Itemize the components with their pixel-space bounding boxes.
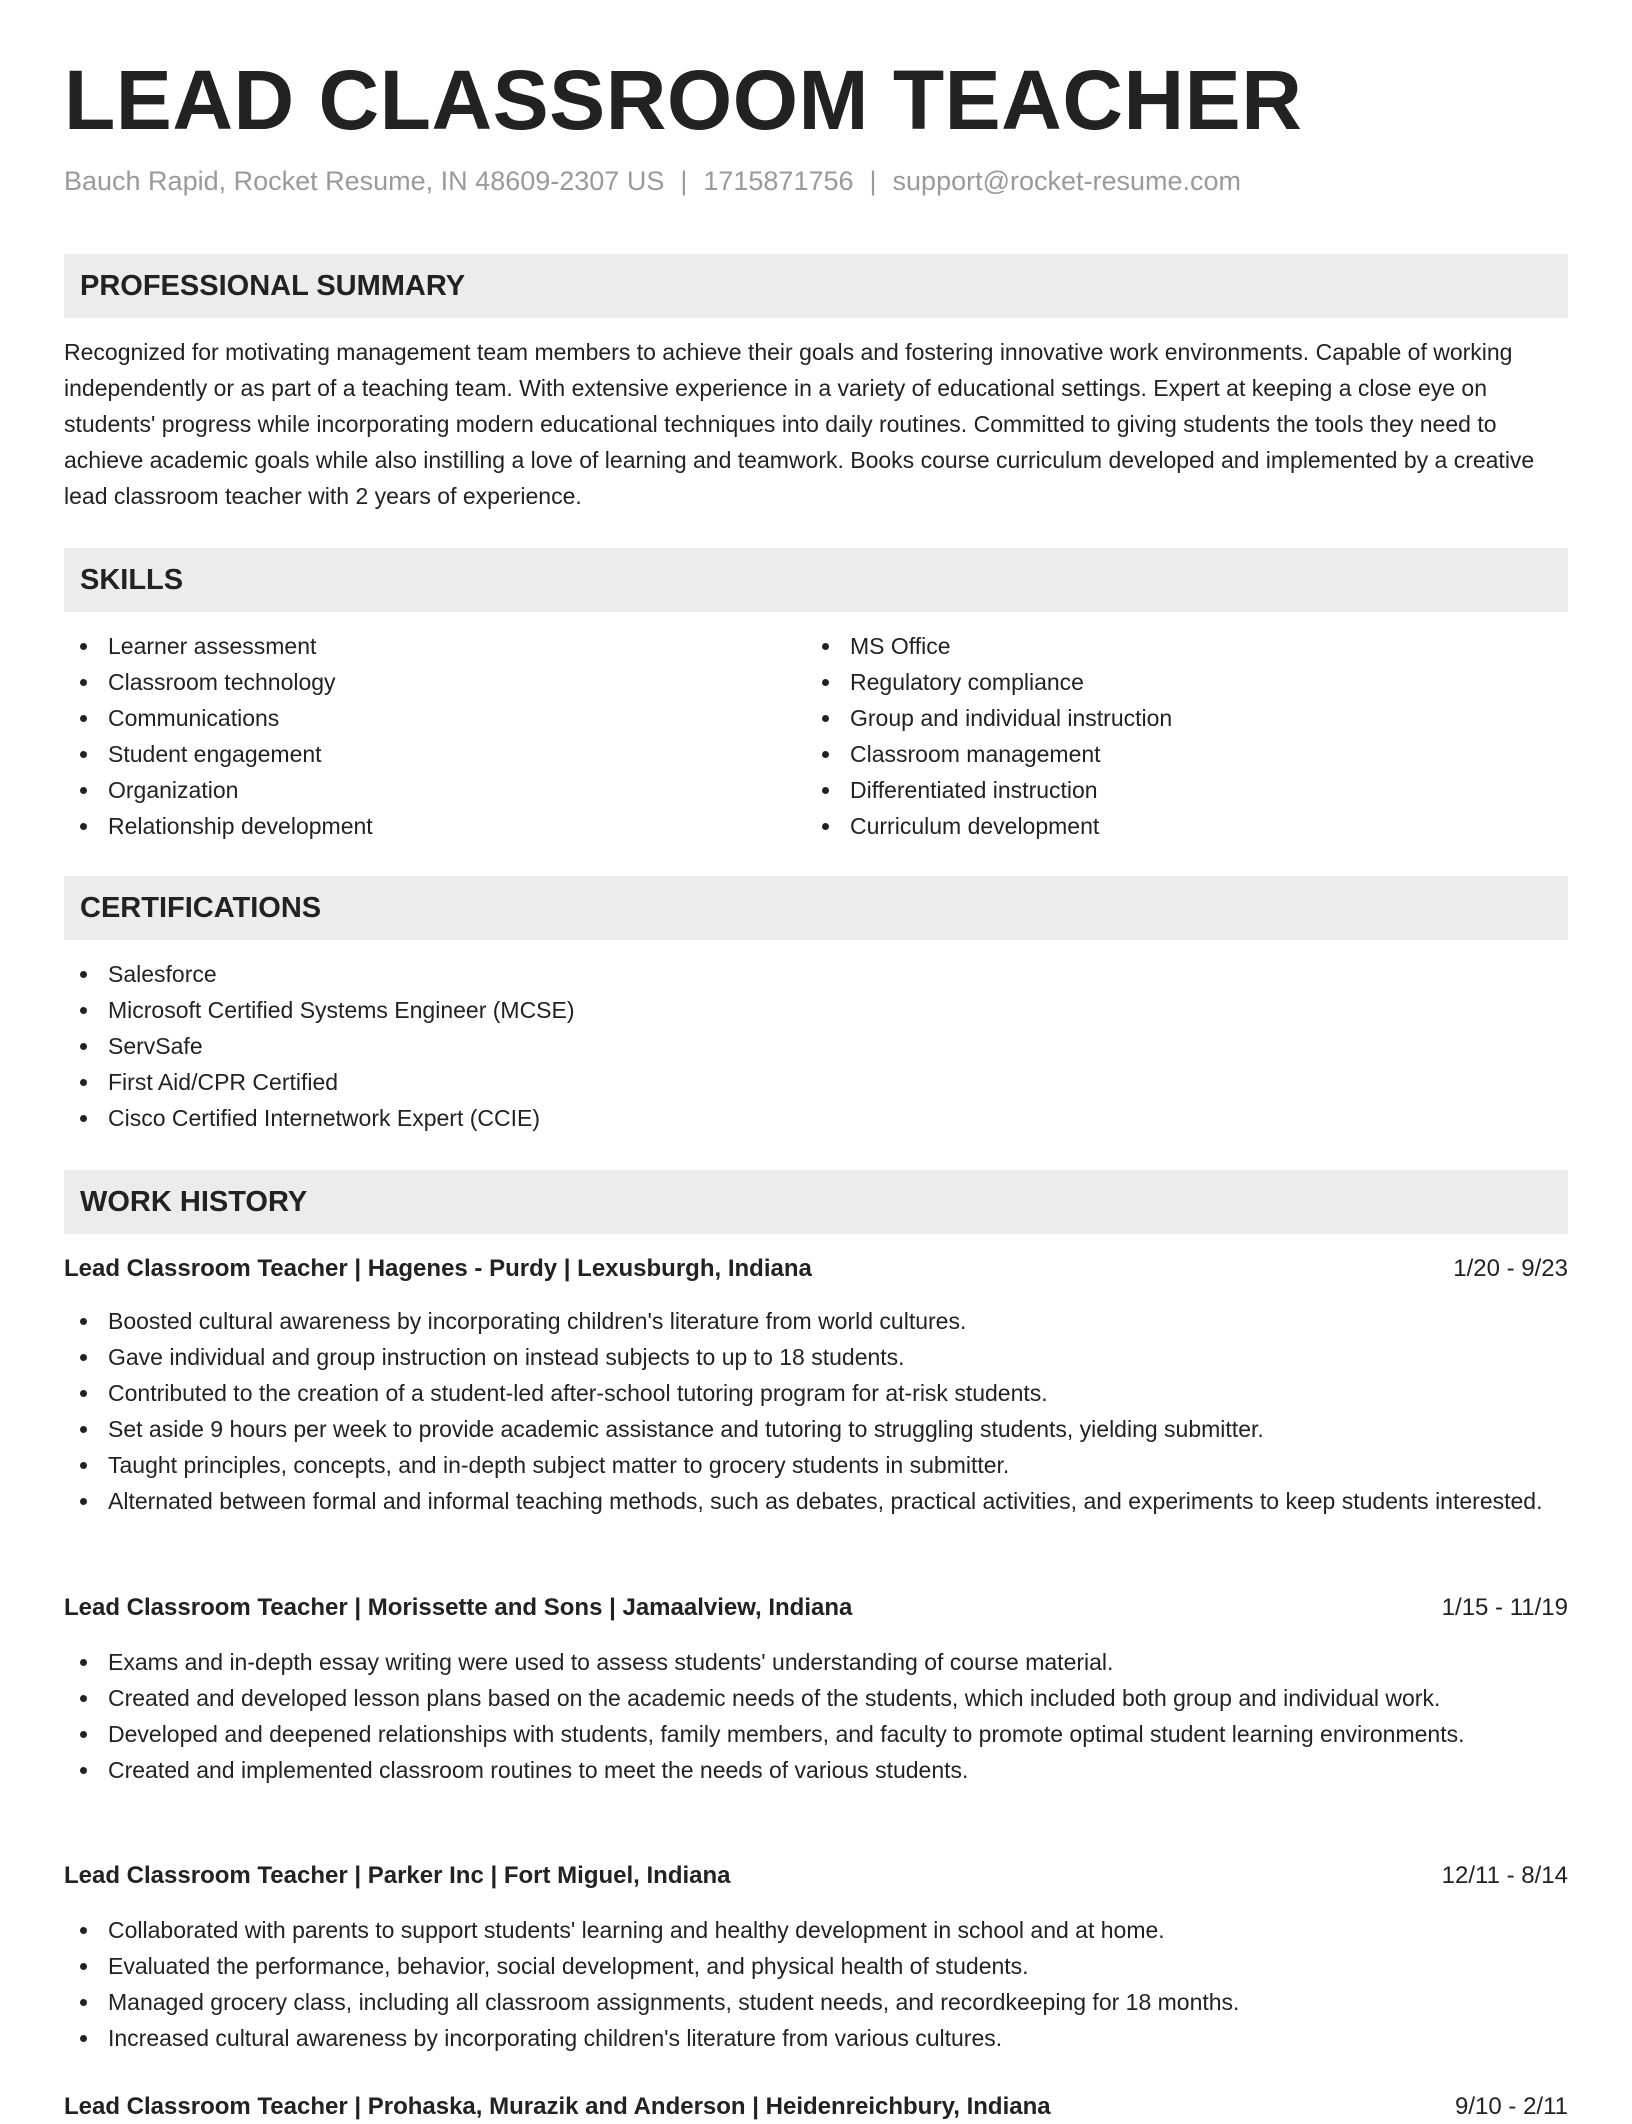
skill-item: Classroom technology [64,664,804,700]
resume-name-title: LEAD CLASSROOM TEACHER [64,53,1303,147]
section-heading-skills: SKILLS [64,548,1568,612]
skill-item: Learner assessment [64,628,804,664]
job-bullet: Managed grocery class, including all classroom assignments, student needs, and recordkeeping for 18 months. [64,1984,1568,2020]
job-bullet: Alternated between formal and informal teaching methods, such as debates, practical activities, and experiments to keep students interested. [64,1483,1568,1519]
certifications-list [64,956,1568,1136]
skills-list-right [806,628,1546,844]
certification-item: ServSafe [64,1028,1568,1064]
contact-phone: 1715871756 [703,166,854,196]
job-bullet: Created and developed lesson plans based on the academic needs of the students, which included both group and individual work. [64,1680,1568,1716]
job-bullet: Evaluated the performance, behavior, social development, and physical health of students. [64,1948,1568,1984]
job-bullets [64,1644,1568,1788]
job-bullet: Taught principles, concepts, and in-depth subject matter to grocery students in submitter. [64,1447,1568,1483]
job-dates: 9/10 - 2/11 [1455,2093,1568,2120]
skill-item: Relationship development [64,808,804,844]
job-bullet: Created and implemented classroom routines to meet the needs of various students. [64,1752,1568,1788]
certification-item: First Aid/CPR Certified [64,1064,1568,1100]
contact-email[interactable]: support@rocket-resume.com [892,166,1242,196]
skill-item: Communications [64,700,804,736]
job-bullet: Collaborated with parents to support students' learning and healthy development in school and at home. [64,1912,1568,1948]
contact-separator: | [680,166,688,196]
job-bullets [64,1303,1568,1519]
job-bullet: Set aside 9 hours per week to provide academic assistance and tutoring to struggling students, yielding submitter. [64,1411,1568,1447]
job-title: Lead Classroom Teacher | Prohaska, Murazik and Anderson | Heidenreichbury, Indiana [64,2093,1051,2120]
skills-list-left [64,628,804,844]
skill-item: MS Office [806,628,1546,664]
job-bullet: Exams and in-depth essay writing were used to assess students' understanding of course material. [64,1644,1568,1680]
certification-item: Salesforce [64,956,1568,992]
job-title: Lead Classroom Teacher | Hagenes - Purdy | Lexusburgh, Indiana [64,1255,812,1282]
job-dates: 1/15 - 11/19 [1441,1594,1568,1621]
section-heading-summary: PROFESSIONAL SUMMARY [64,254,1568,318]
certification-item: Microsoft Certified Systems Engineer (MCSE) [64,992,1568,1028]
certification-item: Cisco Certified Internetwork Expert (CCIE) [64,1100,1568,1136]
skill-item: Regulatory compliance [806,664,1546,700]
contact-address: Bauch Rapid, Rocket Resume, IN 48609-2307 US [64,166,665,196]
skill-item: Student engagement [64,736,804,772]
job-bullets [64,1912,1568,2056]
job-title: Lead Classroom Teacher | Parker Inc | Fort Miguel, Indiana [64,1862,731,1889]
contact-line [64,164,1568,198]
job-bullet: Increased cultural awareness by incorporating children's literature from various cultures. [64,2020,1568,2056]
job-bullet: Contributed to the creation of a student-led after-school tutoring program for at-risk students. [64,1375,1568,1411]
section-heading-work-history: WORK HISTORY [64,1170,1568,1234]
summary-text: Recognized for motivating management team members to achieve their goals and fostering innovative work environments. Capable of working independently or as part of a teaching team. With extensive experience in a variety of educational settings. Expert at keeping a close eye on students' progress while incorporating modern educational techniques into daily routines. Committed to giving students the tools they need to achieve academic goals while also instilling a love of learning and teamwork. Books course curriculum developed and implemented by a creative lead classroom teacher with 2 years of experience. [64,339,1535,509]
skill-item: Classroom management [806,736,1546,772]
job-dates: 12/11 - 8/14 [1441,1862,1568,1889]
skill-item: Group and individual instruction [806,700,1546,736]
resume-page [64,0,1568,2120]
job-dates: 1/20 - 9/23 [1453,1255,1568,1282]
job-bullet: Boosted cultural awareness by incorporating children's literature from world cultures. [64,1303,1568,1339]
job-title: Lead Classroom Teacher | Morissette and Sons | Jamaalview, Indiana [64,1594,853,1621]
contact-separator: | [869,166,877,196]
skill-item: Organization [64,772,804,808]
skill-item: Differentiated instruction [806,772,1546,808]
skill-item: Curriculum development [806,808,1546,844]
job-bullet: Gave individual and group instruction on instead subjects to up to 18 students. [64,1339,1568,1375]
job-bullet: Developed and deepened relationships with students, family members, and faculty to promote optimal student learning environments. [64,1716,1568,1752]
section-heading-certifications: CERTIFICATIONS [64,876,1568,940]
